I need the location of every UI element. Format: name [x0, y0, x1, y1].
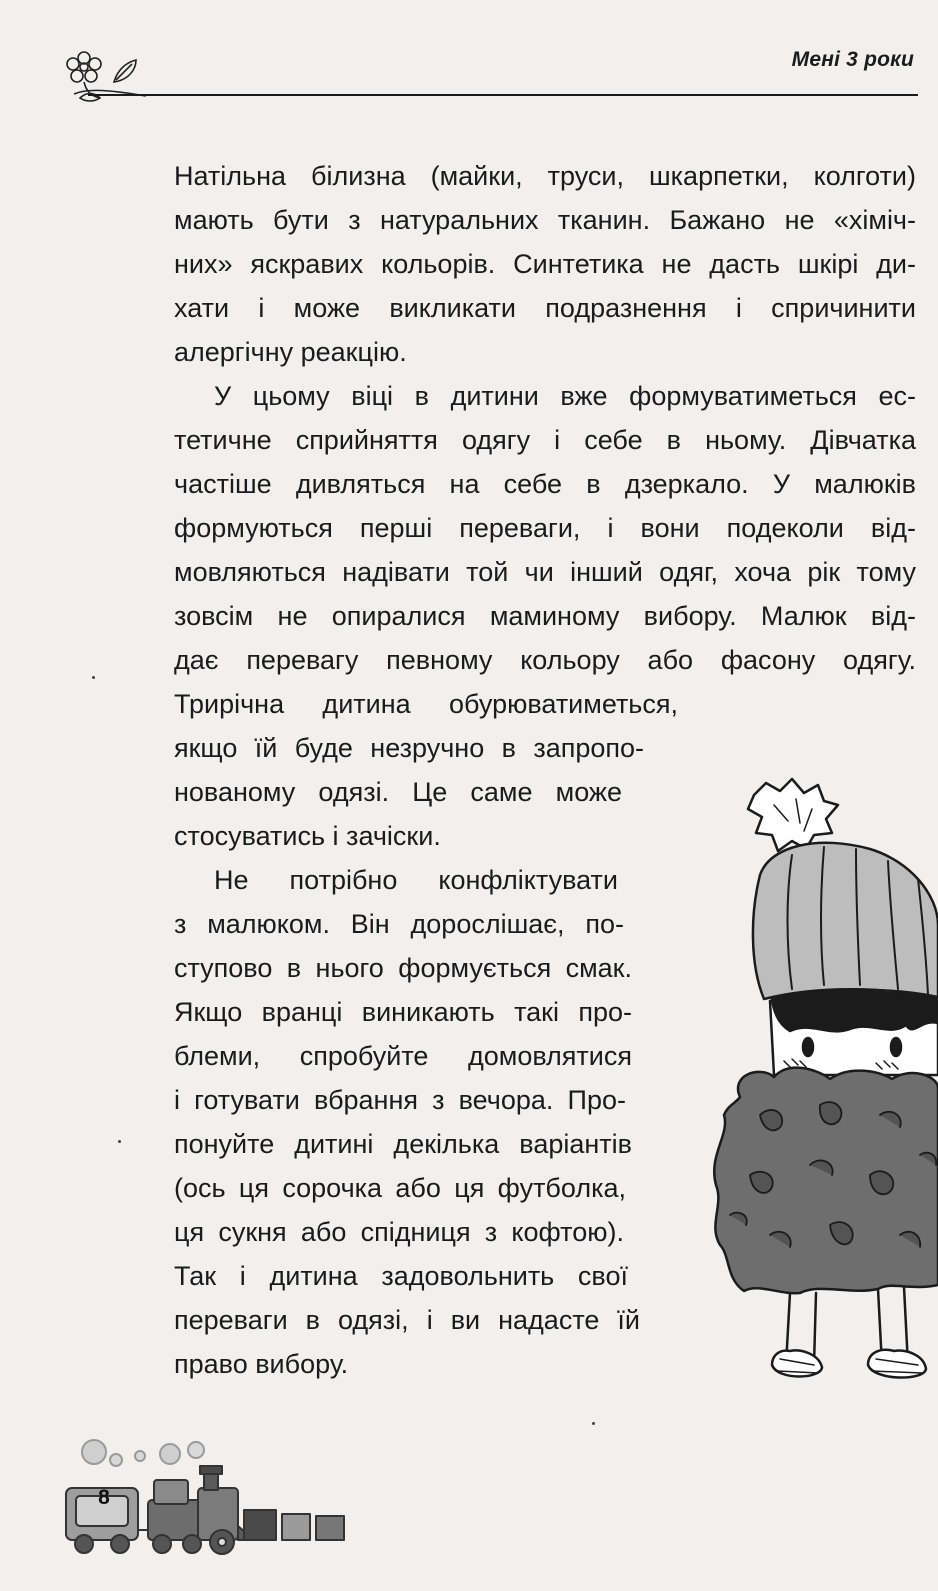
text-line: У цьому віці в дитини вже формуватиметься ес-: [214, 381, 916, 411]
text-line: зовсім не опиралися маминому вибору. Малюк від-: [174, 601, 916, 631]
text-line: блеми, спробуйте домовлятися: [174, 1041, 632, 1071]
text-line: понуйте дитині декілька варіантів: [174, 1129, 632, 1159]
text-line: нованому одязі. Це саме може: [174, 777, 622, 807]
scan-speck: [92, 676, 95, 679]
text-line: стосуватись і зачіски.: [174, 821, 441, 851]
text-line: Не потрібно конфліктувати: [214, 865, 618, 895]
text-line: ця сукня або спідниця з кофтою).: [174, 1217, 624, 1247]
page-number: 8: [98, 1486, 110, 1509]
scan-speck: [118, 1140, 121, 1143]
text-line: дає перевагу певному кольору або фасону одягу.: [174, 645, 916, 675]
flower-leaf-ornament-icon: [60, 46, 150, 108]
text-line: переваги в одязі, і ви надасте їй: [174, 1305, 640, 1335]
text-line: мають бути з натуральних тканин. Бажано не «хіміч-: [174, 205, 916, 235]
text-line: якщо їй буде незручно в запропо-: [174, 733, 644, 763]
text-line: Так і дитина задовольнить свої: [174, 1261, 628, 1291]
text-line: (ось ця сорочка або ця футболка,: [174, 1173, 626, 1203]
girl-in-winter-hat-and-fur-coat-icon: [700, 775, 938, 1395]
text-line: тетичне сприйняття одягу і себе в ньому. Дівчатка: [174, 425, 916, 455]
text-line: і готувати вбрання з вечора. Про-: [174, 1085, 626, 1115]
text-line: формуються перші переваги, і вони подеколи від-: [174, 513, 916, 543]
text-line: них» яскравих кольорів. Синтетика не дасть шкірі ди-: [174, 249, 916, 279]
text-line: алергічну реакцію.: [174, 337, 407, 367]
text-line: мовляються надівати той чи інший одяг, хоча рік тому: [174, 557, 916, 587]
text-line: Трирічна дитина обурюватиметься,: [174, 689, 678, 719]
text-line: хати і може викликати подразнення і спричинити: [174, 293, 916, 323]
text-line: Якщо вранці виникають такі про-: [174, 997, 632, 1027]
scan-speck: [592, 1422, 595, 1425]
text-line: з малюком. Він дорослішає, по-: [174, 909, 624, 939]
text-line: частіше дивляться на себе в дзеркало. У малюків: [174, 469, 916, 499]
text-line: ступово в нього формується смак.: [174, 953, 632, 983]
running-head: Мені 3 роки: [791, 48, 914, 71]
text-line: Натільна білизна (майки, труси, шкарпетки, колготи): [174, 161, 916, 191]
header-rule: [88, 94, 918, 96]
text-line: право вибору.: [174, 1349, 349, 1379]
